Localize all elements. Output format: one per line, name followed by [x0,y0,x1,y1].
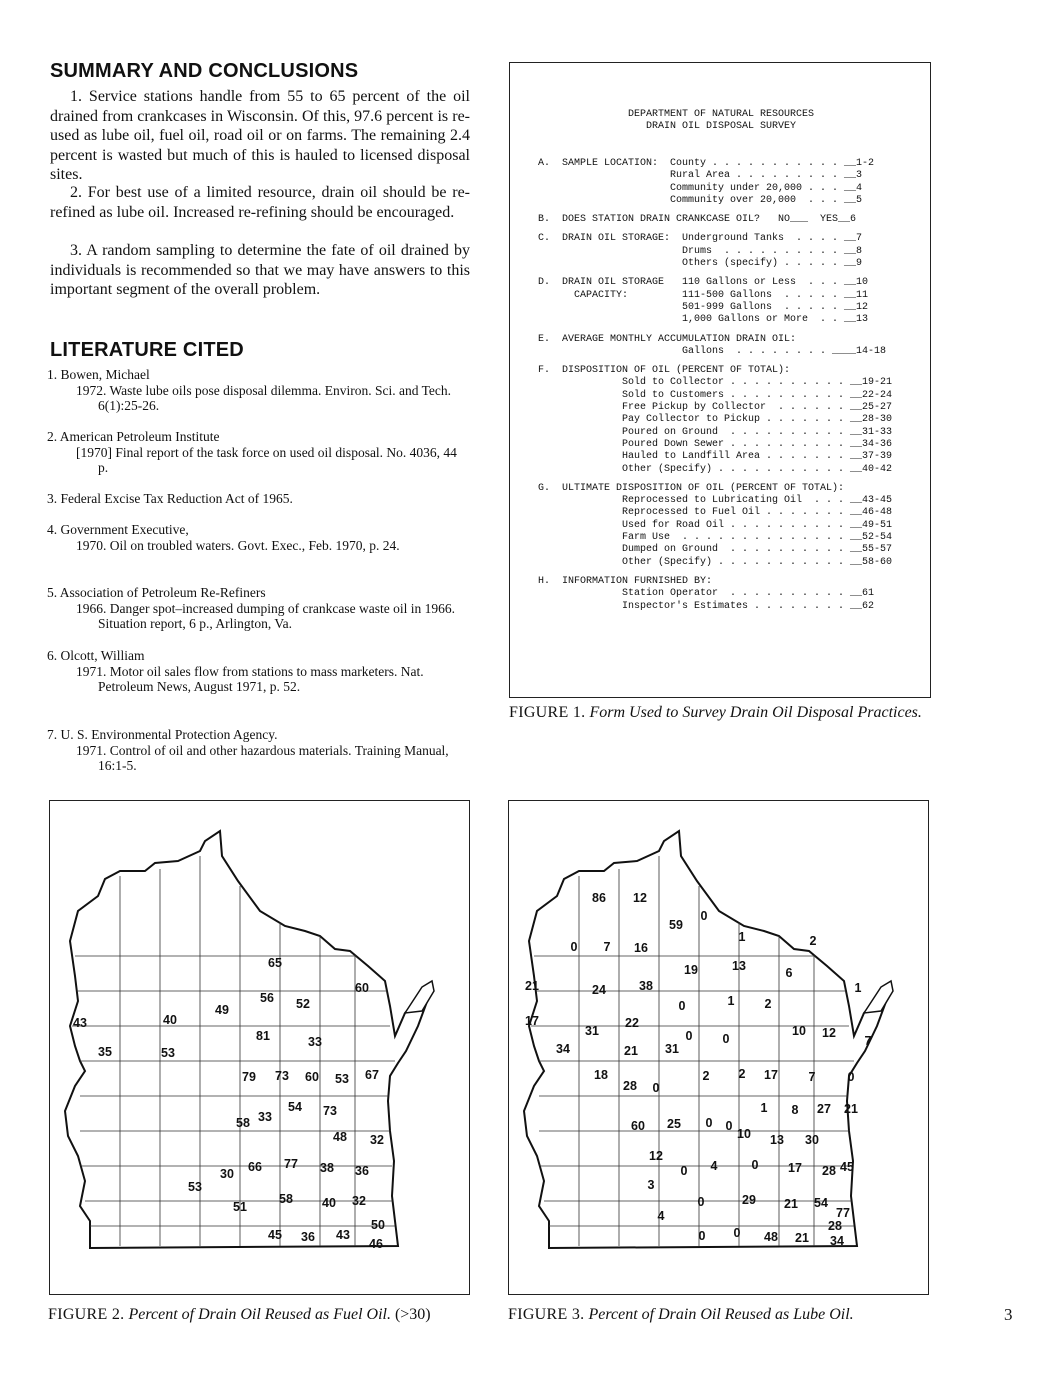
form-line: Community under 20,000 . . . __4 [538,182,863,194]
county-percent-label: 60 [305,1070,319,1084]
county-percent-label: 12 [633,891,647,905]
county-percent-label: 21 [624,1044,638,1058]
county-percent-label: 18 [594,1068,608,1082]
form-line: Pay Collector to Pickup . . . . . . . __28-30 [538,414,893,426]
form-line: Free Pickup by Collector . . . . . . __25-27 [538,402,893,414]
county-percent-label: 4 [657,1209,665,1223]
form-line: Poured Down Sewer . . . . . . . . . . __34-36 [538,438,893,450]
figure-1-text: Form Used to Survey Drain Oil Disposal Practices. [589,704,922,721]
summary-paragraph-3: 3. A random sampling to determine the fate of oil drained by individuals is recommended so that we may have answers to this important segment of the overall problem. [50,242,470,298]
figure-2-caption [48,1305,478,1324]
county-percent-label: 54 [288,1100,302,1114]
county-percent-label: 60 [355,981,369,995]
county-percent-label: 1 [727,994,735,1008]
county-percent-label: 73 [323,1104,337,1118]
form-line [538,569,892,576]
reference-2 [47,429,472,476]
county-percent-label: 65 [268,956,282,970]
summary-heading: SUMMARY AND CONCLUSIONS [50,60,359,82]
county-percent-label: 56 [260,991,274,1005]
county-percent-label: 36 [301,1230,315,1244]
form-line: A. SAMPLE LOCATION: County . . . . . . . . . . . __1-2 [538,158,875,169]
reference-7 [47,727,472,774]
county-percent-label: 10 [737,1127,751,1141]
form-line: Others (specify) . . . . . __9 [538,258,863,270]
county-percent-label: 31 [585,1024,599,1038]
county-percent-label: 25 [667,1117,681,1131]
county-percent-label: 36 [355,1164,369,1178]
form-line: Gallons . . . . . . . . ____14-18 [538,345,887,357]
county-percent-label: 81 [256,1029,270,1043]
form-line: Sold to Customers . . . . . . . . . . __22-24 [538,389,893,401]
form-line: Other (Specify) . . . . . . . . . . . __40-42 [538,463,893,475]
reference-author: 2. American Petroleum Institute [47,429,220,444]
county-percent-label: 45 [840,1160,854,1174]
county-percent-label: 2 [702,1069,710,1083]
form-line: Reprocessed to Fuel Oil . . . . . . . __46-48 [538,507,893,519]
county-percent-label: 48 [764,1230,778,1244]
county-percent-label: 0 [722,1032,730,1046]
county-percent-label: 32 [370,1133,384,1147]
county-percent-label: 2 [738,1067,746,1081]
county-percent-label: 2 [809,934,817,948]
form-line: Sold to Collector . . . . . . . . . . __19-21 [538,377,893,389]
county-percent-label: 0 [680,1164,688,1178]
county-percent-label: 34 [556,1042,570,1056]
form-line: Other (Specify) . . . . . . . . . . . __58-60 [538,556,893,568]
reference-author: 1. Bowen, Michael [47,367,150,382]
form-line: Poured on Ground . . . . . . . . . . __31-33 [538,426,893,438]
county-percent-label: 53 [335,1072,349,1086]
state-outline [65,831,428,1248]
reference-author: 5. Association of Petroleum Re-Refiners [47,585,266,600]
form-line [538,476,892,483]
county-percent-label: 29 [742,1193,756,1207]
form-line: F. DISPOSITION OF OIL (PERCENT OF TOTAL): [538,365,791,377]
form-line: Inspector's Estimates . . . . . . . . __62 [538,600,875,612]
county-percent-label: 12 [649,1149,663,1163]
reference-author: 4. Government Executive, [47,522,189,537]
county-percent-label: 0 [678,999,686,1013]
figure-3-label: FIGURE 3. [508,1306,585,1323]
summary-paragraph-2: 2. For best use of a limited resource, drain oil should be re-refined as lube oil. Increased re-refining should be encouraged. [50,184,470,221]
county-percent-label: 54 [814,1196,828,1210]
county-percent-label: 40 [322,1196,336,1210]
figure-2-threshold: (>30) [394,1306,431,1323]
form-title-department: DEPARTMENT OF NATURAL RESOURCES [627,109,815,120]
figure-2-text: Percent of Drain Oil Reused as Fuel Oil. [128,1306,391,1323]
county-percent-label: 46 [369,1237,383,1251]
county-percent-label: 67 [365,1068,379,1082]
county-percent-label: 1 [760,1101,768,1115]
county-percent-label: 38 [639,979,653,993]
form-line: CAPACITY: 111-500 Gallons . . . . . __11 [538,289,869,301]
form-line: 1,000 Gallons or More . . __13 [538,314,869,326]
form-line: Rural Area . . . . . . . . . __3 [538,170,863,182]
county-percent-label: 17 [525,1014,539,1028]
county-percent-label: 0 [685,1029,693,1043]
county-percent-label: 58 [236,1116,250,1130]
form-line: D. DRAIN OIL STORAGE 110 Gallons or Less . . . __10 [538,277,869,289]
form-line: E. AVERAGE MONTHLY ACCUMULATION DRAIN OIL: [538,333,797,345]
county-percent-label: 13 [770,1133,784,1147]
county-percent-label: 17 [788,1161,802,1175]
county-percent-label: 53 [188,1180,202,1194]
county-percent-label: 12 [822,1026,836,1040]
county-percent-label: 35 [98,1045,112,1059]
county-percent-label: 86 [592,891,606,905]
county-percent-label: 60 [631,1119,645,1133]
reference-citation: [1970] Final report of the task force on used oil disposal. No. 4036, 44 p. [76,444,457,475]
figure-3-caption [508,1305,938,1324]
county-percent-label: 40 [163,1013,177,1027]
survey-form-frame [509,62,931,698]
figure-1-caption [509,703,939,722]
county-percent-label: 32 [352,1194,366,1208]
county-percent-label: 6 [785,966,793,980]
form-line: Drums . . . . . . . . . . __8 [538,245,863,257]
county-percent-label: 13 [732,959,746,973]
county-percent-label: 10 [792,1024,806,1038]
county-percent-label: 30 [805,1133,819,1147]
county-percent-label: 22 [625,1016,639,1030]
reference-author: 3. Federal Excise Tax Reduction Act of 1965. [47,491,293,506]
county-percent-label: 8 [791,1103,799,1117]
county-percent-label: 27 [817,1102,831,1116]
county-percent-label: 0 [698,1229,706,1243]
county-percent-label: 7 [808,1070,816,1084]
county-percent-label: 31 [665,1042,679,1056]
reference-4 [47,522,472,553]
county-percent-label: 0 [697,1195,705,1209]
form-line: H. INFORMATION FURNISHED BY: [538,575,713,587]
county-percent-label: 7 [864,1034,872,1048]
figure-3-text: Percent of Drain Oil Reused as Lube Oil. [588,1306,854,1323]
county-percent-label: 4 [710,1159,718,1173]
reference-3 [47,491,472,507]
form-line: Dumped on Ground . . . . . . . . . . __55-57 [538,544,893,556]
county-percent-label: 0 [751,1158,759,1172]
county-percent-label: 19 [684,963,698,977]
survey-form-body [538,158,892,613]
county-percent-label: 21 [844,1102,858,1116]
county-percent-label: 51 [233,1200,247,1214]
reference-author: 6. Olcott, William [47,648,145,663]
summary-paragraph-1: 1. Service stations handle from 55 to 65 percent of the oil drained from crankcases in Wisconsin. Of this, 97.6 percent is re-used as lube oil, fuel oil, road oil or on farms. The remaining 2.4 percent is wasted but much of this is hauled to licensed disposal sites. [50,88,470,183]
reference-6 [47,648,472,695]
form-line [538,207,892,214]
reference-citation: 1970. Oil on troubled waters. Govt. Exec., Feb. 1970, p. 24. [76,537,400,553]
county-percent-label: 3 [647,1178,655,1192]
county-percent-label: 43 [73,1016,87,1030]
county-percent-label: 59 [669,918,683,932]
form-title-survey: DRAIN OIL DISPOSAL SURVEY [645,121,797,132]
county-percent-label: 30 [220,1167,234,1181]
county-percent-label: 43 [336,1228,350,1242]
form-line: B. DOES STATION DRAIN CRANKCASE OIL? NO___ YES__6 [538,214,857,226]
county-percent-label: 16 [634,941,648,955]
form-line: Reprocessed to Lubricating Oil . . . __43-45 [538,495,893,507]
county-percent-label: 33 [258,1110,272,1124]
reference-citation: 1972. Waste lube oils pose disposal dilemma. Environ. Sci. and Tech. 6(1):25-26. [76,382,452,413]
county-percent-label: 53 [161,1046,175,1060]
figure-3-map-frame [508,800,929,1295]
literature-heading: LITERATURE CITED [50,339,244,361]
county-percent-label: 0 [700,909,708,923]
county-percent-label: 58 [279,1192,293,1206]
county-percent-label: 28 [623,1079,637,1093]
county-percent-label: 0 [725,1119,733,1133]
county-percent-label: 28 [828,1219,842,1233]
figure-2-label: FIGURE 2. [48,1306,125,1323]
reference-1 [47,367,472,414]
form-line [538,327,892,334]
county-percent-label: 1 [738,930,746,944]
form-line: Community over 20,000 . . . __5 [538,194,863,206]
reference-citation: 1971. Motor oil sales flow from stations to mass marketers. Nat. Petroleum News, August 1971, p. 52. [76,663,424,694]
county-percent-label: 0 [705,1116,713,1130]
county-percent-label: 45 [268,1228,282,1242]
county-percent-label: 28 [822,1164,836,1178]
reference-citation: 1971. Control of oil and other hazardous materials. Training Manual, 16:1-5. [76,742,449,773]
reference-5 [47,585,472,632]
county-percent-label: 21 [525,979,539,993]
form-line: Used for Road Oil . . . . . . . . . . __49-51 [538,519,893,531]
county-percent-label: 50 [371,1218,385,1232]
county-percent-label: 24 [592,983,606,997]
figure-1-label: FIGURE 1. [509,704,586,721]
form-line: Hauled to Landfill Area . . . . . . . __37-39 [538,451,893,463]
county-percent-label: 33 [308,1035,322,1049]
county-percent-label: 49 [215,1003,229,1017]
county-percent-label: 77 [284,1157,298,1171]
county-percent-label: 38 [320,1161,334,1175]
county-percent-label: 79 [242,1070,256,1084]
county-percent-label: 0 [733,1226,741,1240]
form-line: G. ULTIMATE DISPOSITION OF OIL (PERCENT OF TOTAL): [538,482,845,494]
county-percent-label: 21 [795,1231,809,1245]
form-line: C. DRAIN OIL STORAGE: Underground Tanks . . . . __7 [538,233,863,245]
county-percent-label: 1 [854,981,862,995]
county-percent-label: 52 [296,997,310,1011]
door-peninsula [405,981,434,1013]
form-line: 501-999 Gallons . . . . . __12 [538,301,869,313]
figure-2-map-frame [49,800,470,1295]
county-percent-label: 66 [248,1160,262,1174]
county-percent-label: 48 [333,1130,347,1144]
county-percent-label: 0 [847,1070,855,1084]
county-percent-label: 34 [830,1234,844,1248]
county-percent-label: 0 [652,1081,660,1095]
county-percent-label: 21 [784,1197,798,1211]
reference-author: 7. U. S. Environmental Protection Agency. [47,727,278,742]
reference-citation: 1966. Danger spot–increased dumping of crankcase waste oil in 1966. Situation report, 6 p., Arlington, Va. [76,600,456,631]
form-line: Farm Use . . . . . . . . . . . . . . __52-54 [538,532,893,544]
county-percent-label: 0 [570,940,578,954]
county-percent-label: 17 [764,1068,778,1082]
county-percent-label: 7 [603,940,611,954]
county-percent-label: 77 [836,1206,850,1220]
page-number: 3 [1004,1305,1013,1324]
county-percent-label: 73 [275,1069,289,1083]
form-line: Station Operator . . . . . . . . . . __61 [538,588,875,600]
county-percent-label: 2 [764,997,772,1011]
